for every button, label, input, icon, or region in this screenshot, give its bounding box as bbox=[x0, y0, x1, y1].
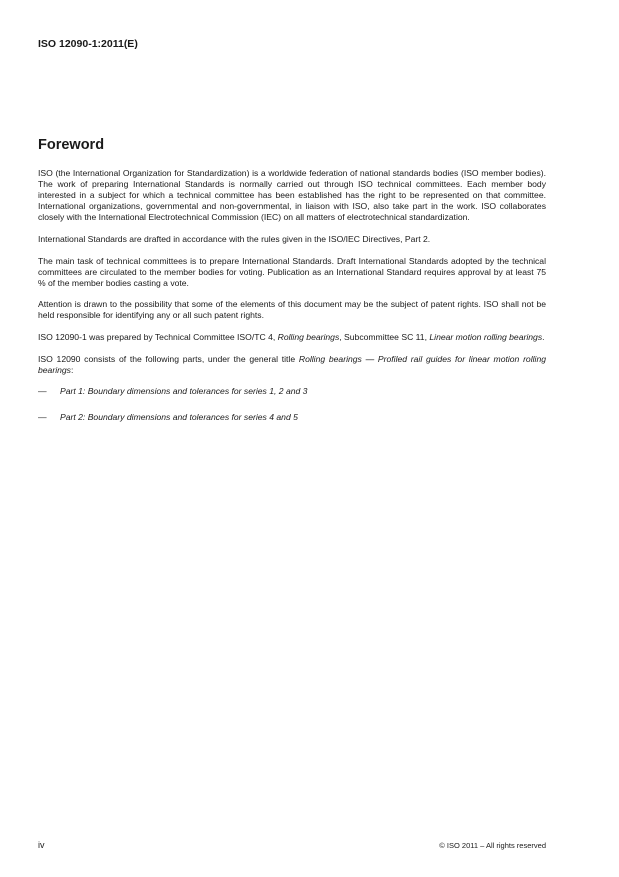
parts-intro-pre: ISO 12090 consists of the following parts, under the general title bbox=[38, 353, 299, 364]
parts-intro-post: : bbox=[70, 364, 74, 375]
paragraph-prepared-by bbox=[38, 332, 546, 343]
tc-title: Rolling bearings bbox=[277, 332, 340, 343]
prepared-by-mid: , Subcommittee SC 11, bbox=[339, 332, 430, 343]
part-1-title: Part 1: Boundary dimensions and tolerances for series 1, 2 and 3 bbox=[60, 386, 308, 397]
paragraph-directives: International Standards are drafted in accordance with the rules given in the ISO/IEC Directives, Part 2. bbox=[38, 233, 431, 244]
general-title: Rolling bearings — Profiled rail guides for linear motion rolling bearings bbox=[38, 353, 546, 375]
list-item bbox=[38, 412, 546, 423]
document-id-header: ISO 12090-1:2011(E) bbox=[38, 38, 138, 50]
list-dash: — bbox=[38, 386, 47, 397]
list-item bbox=[38, 386, 546, 397]
sc-title: Linear motion rolling bearings bbox=[429, 332, 543, 343]
part-2-title: Part 2: Boundary dimensions and tolerances for series 4 and 5 bbox=[60, 412, 298, 423]
copyright-notice: © ISO 2011 – All rights reserved bbox=[439, 841, 546, 850]
foreword-title: Foreword bbox=[38, 137, 105, 153]
page-number: iv bbox=[38, 840, 45, 850]
paragraph-main-task: The main task of technical committees is to prepare International Standards. Draft International Standards adopted by the technical committees are circulated to the member bodies for voting. Publication as an International Standard requires approval by at least 75 % of the member bodies casting a vote. bbox=[38, 255, 546, 288]
list-dash: — bbox=[38, 412, 47, 423]
paragraph-iso-intro: ISO (the International Organization for Standardization) is a worldwide federation of national standards bodies (ISO member bodies). The work of preparing International Standards is normally carried out through ISO technical committees. Each member body interested in a subject for which a technical committee has been established has the right to be represented on that committee. International organizations, governmental and non-governmental, in liaison with ISO, also take part in the work. ISO collaborates closely with the International Electrotechnical Commission (IEC) on all matters of electrotechnical standardization. bbox=[38, 168, 546, 223]
prepared-by-pre: ISO 12090-1 was prepared by Technical Committee ISO/TC 4, bbox=[38, 332, 278, 343]
paragraph-patent-rights: Attention is drawn to the possibility that some of the elements of this document may be the subject of patent rights. ISO shall not be held responsible for identifying any or all such patent rights. bbox=[38, 299, 546, 321]
paragraph-parts-intro bbox=[38, 354, 546, 376]
prepared-by-post: . bbox=[542, 332, 545, 343]
foreword-body bbox=[38, 168, 546, 439]
